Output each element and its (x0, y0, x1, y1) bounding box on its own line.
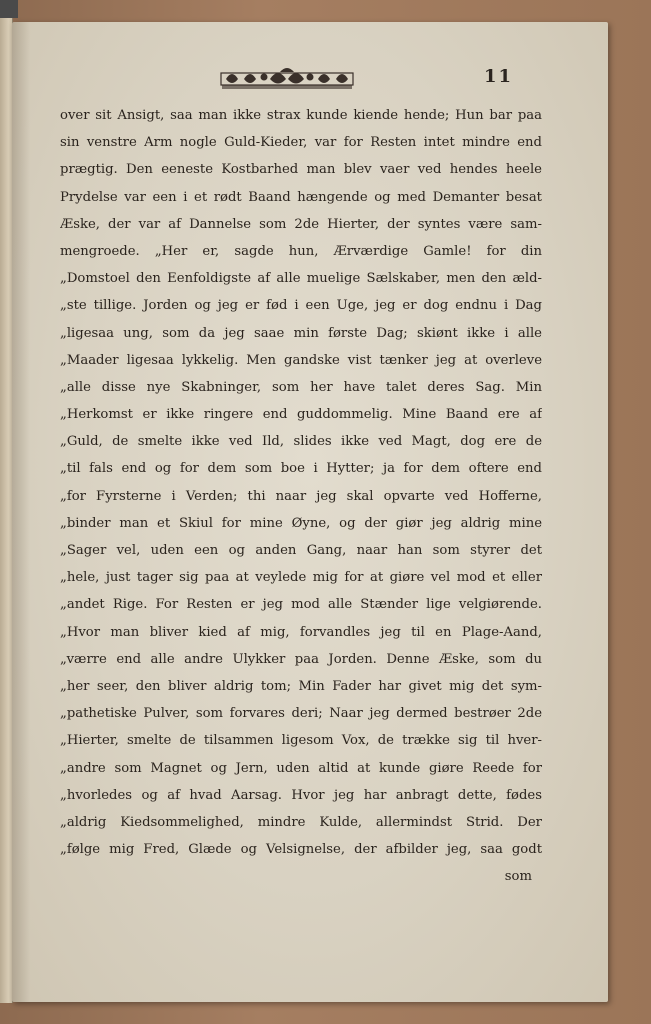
text-line: „til fals end og for dem som boe i Hytter; ja for dem oftere end (60, 461, 542, 477)
text-line: „andet Rige. For Resten er jeg mod alle Stænder lige velgiørende. (60, 597, 542, 613)
text-line: „ligesaa ung, som da jeg saae min første Dag; skiønt ikke i alle (60, 325, 542, 341)
text-line: over sit Ansigt, saa man ikke strax kunde kiende hende; Hun bar paa (60, 108, 542, 123)
text-line: „binder man et Skiul for mine Øyne, og der giør jeg aldrig mine (60, 515, 542, 531)
text-line: „hele, just tager sig paa at veylede mig for at giøre vel mod et eller (60, 570, 542, 586)
book-page (12, 22, 608, 1002)
text-line: „ste tillige. Jorden og jeg er fød i een Uge, jeg er dog endnu i Dag (60, 298, 542, 314)
text-line: Prydelse var een i et rødt Baand hængende og med Demanter besat (60, 189, 542, 205)
text-line: „her seer, den bliver aldrig tom; Min Fader har givet mig det sym- (60, 678, 542, 694)
text-line: sin venstre Arm nogle Guld-Kieder, var for Resten intet mindre end (60, 135, 542, 151)
text-line: „Maader ligesaa lykkelig. Men gandske vist tænker jeg at overleve (60, 352, 542, 368)
text-line: „Hvor man bliver kied af mig, forvandles jeg til en Plage-Aand, (60, 624, 542, 640)
text-line: „Sager vel, uden een og anden Gang, naar han som styrer det (60, 543, 542, 558)
floral-headpiece-ornament-icon (220, 64, 354, 92)
text-line: Æske, der var af Dannelse som 2de Hierter, der syntes være sam- (60, 216, 542, 232)
text-line: „Guld, de smelte ikke ved Ild, slides ikke ved Magt, dog ere de (60, 434, 542, 450)
text-line: „følge mig Fred, Glæde og Velsignelse, der afbilder jeg, saa godt (60, 842, 542, 858)
text-line: „hvorledes og af hvad Aarsag. Hvor jeg har anbragt dette, fødes (60, 787, 542, 803)
text-line: „Domstoel den Eenfoldigste af alle muelige Sælskaber, men den æld- (60, 271, 542, 287)
text-line: „for Fyrsterne i Verden; thi naar jeg skal opvarte ved Hofferne, (60, 488, 542, 504)
page-number: 11 (484, 66, 514, 87)
text-line: prægtig. Den eeneste Kostbarhed man blev vaer ved hendes heele (60, 162, 542, 178)
catchword: som (504, 869, 532, 885)
text-line: „Hierter, smelte de tilsammen ligesom Vox, de trække sig til hver- (60, 733, 542, 749)
text-line: „Herkomst er ikke ringere end guddommelig. Mine Baand ere af (60, 407, 542, 423)
text-line: „andre som Magnet og Jern, uden altid at kunde giøre Reede for (60, 760, 542, 776)
text-line: „aldrig Kiedsommelighed, mindre Kulde, allermindst Strid. Der (60, 814, 542, 830)
text-line: „værre end alle andre Ulykker paa Jorden. Denne Æske, som du (60, 651, 542, 667)
text-line: mengroede. „Her er, sagde hun, Ærværdige Gamle! for din (60, 243, 542, 259)
body-text (60, 102, 542, 890)
scan-corner-mark (0, 0, 18, 18)
text-line: „alle disse nye Skabninger, som her have talet deres Sag. Min (60, 379, 542, 395)
text-line: „pathetiske Pulver, som forvares deri; Naar jeg dermed bestrøer 2de (60, 706, 542, 722)
